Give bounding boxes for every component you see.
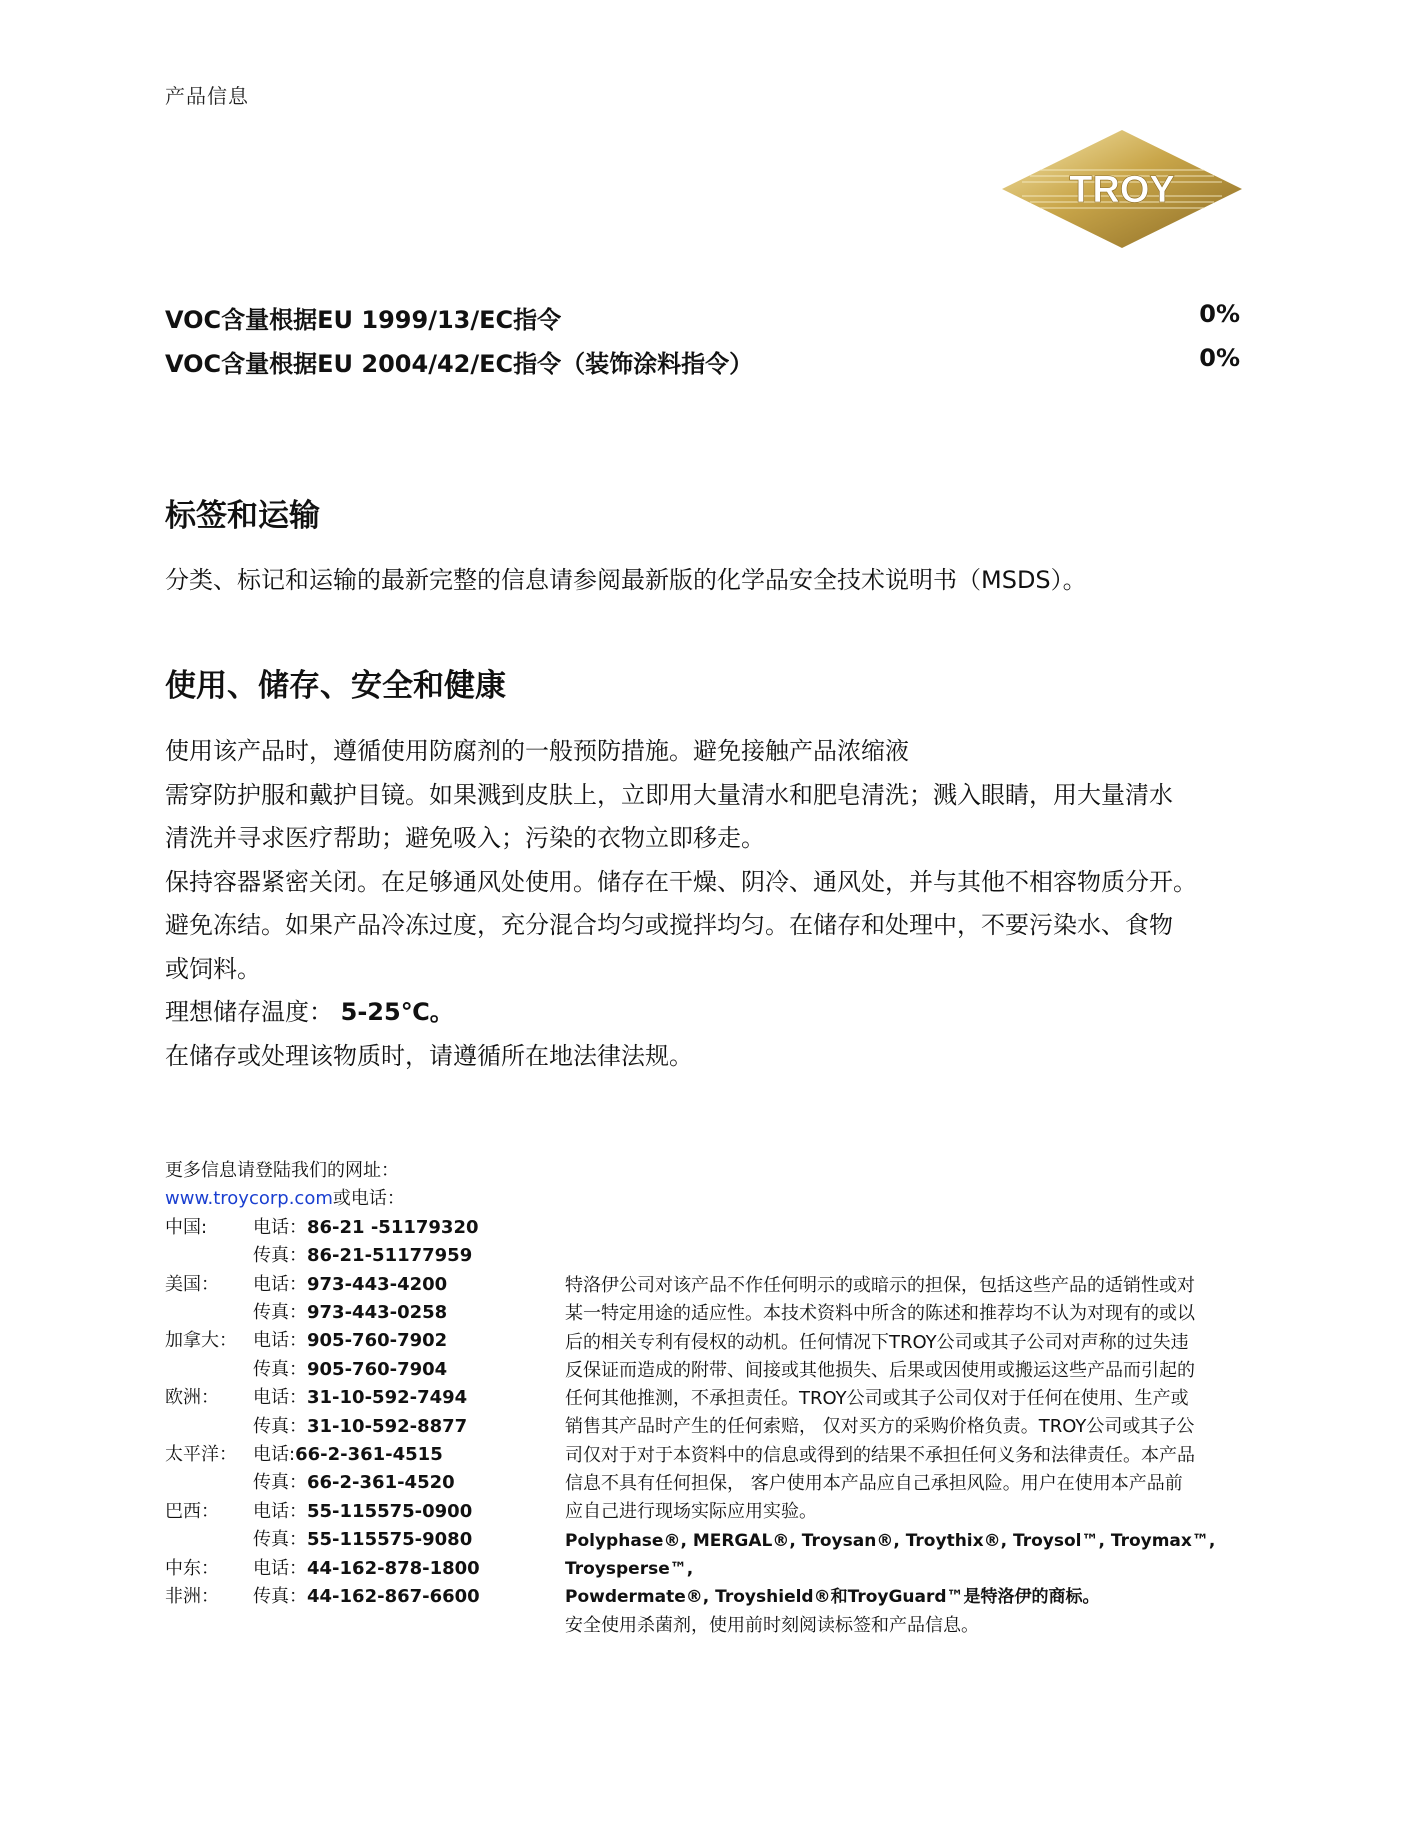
use-line: 或饲料。 bbox=[165, 954, 261, 983]
storage-temperature bbox=[165, 991, 1197, 1035]
disclaimer-line: 后的相关专利有侵权的动机。任何情况下TROY公司或其子公司对声称的过失违 bbox=[565, 1331, 1189, 1353]
svg-text:TROY: TROY bbox=[1069, 169, 1175, 211]
contact-intro: 更多信息请登陆我们的网址： bbox=[165, 1160, 399, 1181]
trademarks-line: Polyphase®, MERGAL®, Troysan®, Troythix®, Troysol™, Troymax™, Troysperse™, bbox=[565, 1530, 1216, 1579]
website-suffix: 或电话： bbox=[332, 1188, 405, 1210]
voc-label: VOC含量根据EU 2004/42/EC指令（装饰涂料指令） bbox=[165, 350, 754, 378]
contact-region bbox=[165, 1299, 253, 1327]
contact-region bbox=[165, 1469, 253, 1497]
voc-label: VOC含量根据EU 1999/13/EC指令 bbox=[165, 306, 562, 334]
contact-type: 电话: bbox=[253, 1444, 296, 1466]
contact-region: 中国: bbox=[165, 1216, 208, 1238]
temp-label: 理想储存温度： bbox=[165, 998, 333, 1026]
use-line: 清洗并寻求医疗帮助；避免吸入；污染的衣物立即移走。 bbox=[165, 824, 765, 852]
voc-row-2004 bbox=[165, 344, 1240, 379]
contact-row bbox=[165, 1299, 565, 1327]
website-line bbox=[165, 1185, 565, 1213]
disclaimer-line: 特洛伊公司对该产品不作任何明示的或暗示的担保，包括这些产品的适销性或对 bbox=[565, 1275, 1195, 1296]
contact-number: 31-10-592-7494 bbox=[307, 1387, 468, 1409]
contact-region bbox=[165, 1242, 253, 1270]
contact-type: 电话： bbox=[253, 1557, 307, 1579]
contact-type: 传真： bbox=[253, 1358, 307, 1380]
troy-logo bbox=[1000, 128, 1244, 250]
contact-number: 55-115575-9080 bbox=[307, 1529, 473, 1551]
trademarks-line: Powdermate®, Troyshield®和TroyGuard™是特洛伊的商标。 bbox=[565, 1587, 1100, 1608]
contact-type: 传真： bbox=[253, 1245, 307, 1267]
disclaimer-line: 销售其产品时产生的任何索赔， 仅对买方的采购价格负责。TROY公司或其子公 bbox=[565, 1416, 1195, 1438]
contact-number: 66-2-361-4515 bbox=[295, 1444, 443, 1466]
contact-number: 905-760-7902 bbox=[307, 1330, 448, 1352]
safety-note: 安全使用杀菌剂，使用前时刻阅读标签和产品信息。 bbox=[565, 1614, 979, 1636]
contact-region: 美国： bbox=[165, 1273, 219, 1295]
voc-value: 0% bbox=[1199, 344, 1240, 372]
disclaimer-line: 司仅对于对于本资料中的信息或得到的结果不承担任何义务和法律责任。本产品 bbox=[565, 1444, 1195, 1466]
contact-region: 加拿大： bbox=[165, 1330, 237, 1352]
contact-row bbox=[165, 1242, 565, 1270]
contact-row bbox=[165, 1327, 565, 1355]
contact-number: 973-443-0258 bbox=[307, 1302, 448, 1324]
temp-value: 5-25℃。 bbox=[340, 998, 454, 1026]
contact-number: 44-162-878-1800 bbox=[307, 1557, 480, 1579]
contact-type: 传真： bbox=[253, 1302, 307, 1324]
contact-region bbox=[165, 1356, 253, 1384]
contact-number: 86-21 -51179320 bbox=[307, 1216, 479, 1238]
disclaimer-line: 信息不具有任何担保， 客户使用本产品应自己承担风险。用户在使用本产品前 bbox=[565, 1473, 1183, 1495]
voc-value: 0% bbox=[1199, 300, 1240, 328]
use-line: 避免冻结。如果产品冷冻过度，充分混合均匀或搅拌均匀。在储存和处理中，不要污染水、食物 bbox=[165, 911, 1173, 939]
contact-region bbox=[165, 1526, 253, 1554]
contact-row bbox=[165, 1271, 565, 1299]
contact-row bbox=[165, 1384, 565, 1412]
contact-type: 传真： bbox=[253, 1586, 307, 1608]
contact-row bbox=[165, 1555, 565, 1583]
contact-row bbox=[165, 1526, 565, 1554]
contact-row bbox=[165, 1498, 565, 1526]
contact-type: 电话： bbox=[253, 1387, 307, 1409]
disclaimer-line: 应自己进行现场实际应用实验。 bbox=[565, 1501, 817, 1523]
use-heading: 使用、储存、安全和健康 bbox=[165, 668, 506, 704]
website-link[interactable]: www.troycorp.com bbox=[165, 1188, 333, 1210]
contact-number: 973-443-4200 bbox=[307, 1273, 448, 1295]
contact-region bbox=[165, 1413, 253, 1441]
contact-number: 44-162-867-6600 bbox=[307, 1586, 480, 1608]
voc-row-1999 bbox=[165, 300, 1240, 335]
contact-number: 55-115575-0900 bbox=[307, 1500, 473, 1522]
labeling-heading: 标签和运输 bbox=[165, 498, 320, 534]
contact-type: 传真： bbox=[253, 1472, 307, 1494]
contact-number: 66-2-361-4520 bbox=[307, 1472, 455, 1494]
contact-region: 巴西： bbox=[165, 1500, 219, 1522]
contact-region: 太平洋： bbox=[165, 1444, 237, 1466]
use-line: 在储存或处理该物质时，请遵循所在地法律法规。 bbox=[165, 1041, 693, 1070]
disclaimer-line: 任何其他推测，不承担责任。TROY公司或其子公司仅对于任何在使用、生产或 bbox=[565, 1388, 1189, 1410]
disclaimer-block bbox=[565, 1272, 1295, 1640]
contact-type: 传真： bbox=[253, 1529, 307, 1551]
contact-region: 中东： bbox=[165, 1557, 219, 1579]
contact-row bbox=[165, 1469, 565, 1497]
contact-rows bbox=[165, 1214, 565, 1612]
contact-number: 31-10-592-8877 bbox=[307, 1415, 468, 1437]
contact-row bbox=[165, 1583, 565, 1611]
contact-type: 传真： bbox=[253, 1415, 307, 1437]
contact-region: 非洲： bbox=[165, 1586, 219, 1608]
contact-row bbox=[165, 1356, 565, 1384]
disclaimer-line: 反保证而造成的附带、间接或其他损失、后果或因使用或搬运这些产品而引起的 bbox=[565, 1359, 1195, 1381]
contact-row bbox=[165, 1413, 565, 1441]
contact-type: 电话： bbox=[253, 1273, 307, 1295]
contact-number: 905-760-7904 bbox=[307, 1358, 448, 1380]
contact-block bbox=[165, 1157, 565, 1612]
contact-region: 欧洲： bbox=[165, 1387, 219, 1409]
use-line: 使用该产品时，遵循使用防腐剂的一般预防措施。避免接触产品浓缩液 bbox=[165, 737, 909, 765]
contact-row bbox=[165, 1214, 565, 1242]
contact-row bbox=[165, 1441, 565, 1469]
use-line: 需穿防护服和戴护目镜。如果溅到皮肤上，立即用大量清水和肥皂清洗；溅入眼睛，用大量清水 bbox=[165, 780, 1173, 809]
labeling-text: 分类、标记和运输的最新完整的信息请参阅最新版的化学品安全技术说明书（MSDS）。 bbox=[165, 566, 1087, 594]
disclaimer-line: 某一特定用途的适应性。本技术资料中所含的陈述和推荐均不认为对现有的或以 bbox=[565, 1303, 1195, 1325]
contact-type: 电话： bbox=[253, 1216, 307, 1238]
contact-type: 电话： bbox=[253, 1330, 307, 1352]
contact-number: 86-21-51177959 bbox=[307, 1245, 473, 1267]
contact-type: 电话： bbox=[253, 1500, 307, 1522]
header-label: 产品信息 bbox=[165, 84, 249, 108]
use-line: 保持容器紧密关闭。在足够通风处使用。储存在干燥、阴冷、通风处，并与其他不相容物质分开。 bbox=[165, 867, 1197, 896]
use-section-text bbox=[165, 730, 1197, 1078]
